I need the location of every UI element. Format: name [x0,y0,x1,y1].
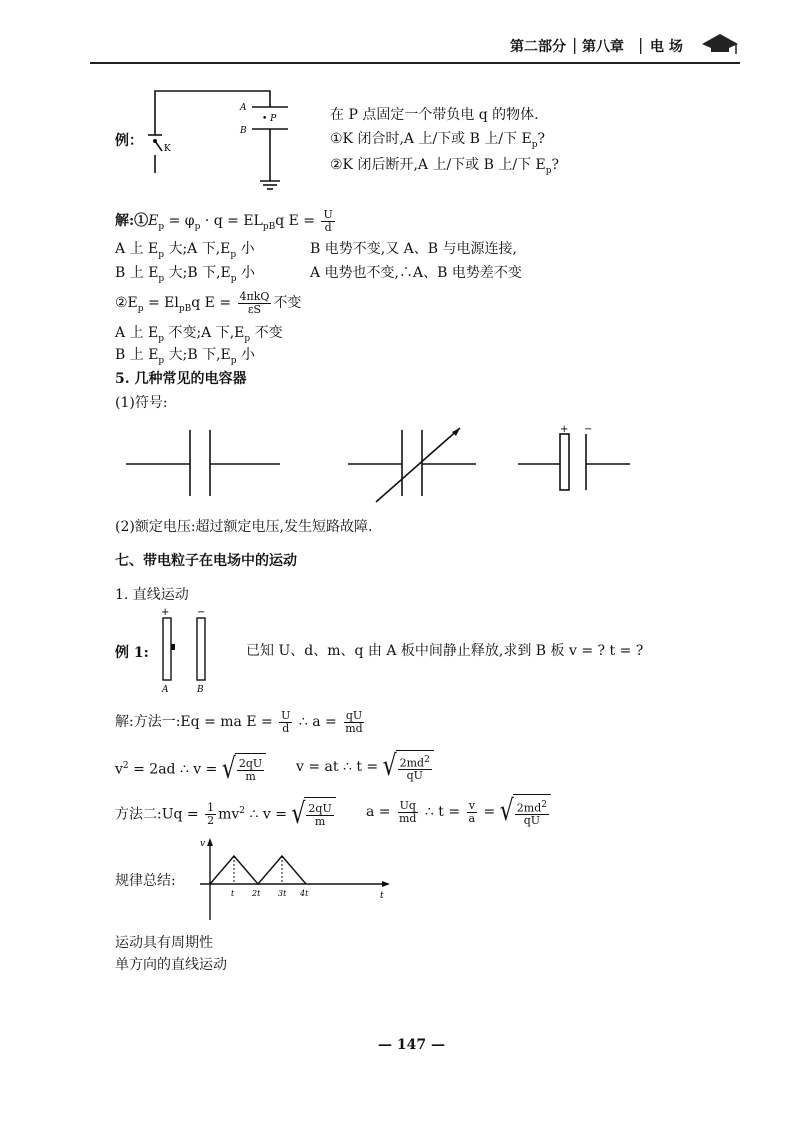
velocity-time-graph [196,834,396,924]
graduation-cap-icon [700,30,740,56]
solution1-b-note: B 电势不变,又 A、B 与电源连接, [310,241,517,257]
plate-minus: − [197,607,206,618]
page-header [0,0,800,70]
graph-x-label: t [380,891,384,901]
header-chapter: 第八章 [582,39,624,55]
v-at-line: v = at ∴ t = √ $\frac{2md^2}{qU}$ [296,750,434,784]
graph-tick-2: 2t [252,889,261,898]
summary-label: 规律总结: [115,873,176,889]
circuit-statement: 在 P 点固定一个带负电 q 的物体. [330,107,539,123]
section7-heading: 七、带电粒子在电场中的运动 [115,553,297,569]
circuit-question-1: ①K 闭合时,A 上/下或 B 上/下 $E_p$? [330,131,546,150]
method2-a-line: a = $\frac{Uq}{md}$ ∴ t = $\frac{v}{a}$ = √ $\frac{2md^2}{qU}$ [366,794,551,830]
switch-k-label: K [164,144,171,154]
plates-diagram [155,606,215,696]
header-separator: | [572,35,578,54]
solution1-line1: 解$:①E_p = \varphi_p \cdot q = EL_{pB}q$ E = $\frac{U}{d}$ [115,207,333,234]
solution1-line2: $②E_p = El_{pB}q$ E = $\frac{\text{4πkQ}}{\varepsilon S}$ 不变 [115,289,302,316]
conclusion-line-1: 运动具有周期性 [115,935,213,951]
capacitors-heading: 5. 几种常见的电容器 [115,371,247,387]
header-part: 第二部分 [510,39,566,55]
example-label: 例： [115,133,143,149]
circuit-question-2: ②K 闭后断开,A 上/下或 B 上/下 $E_p$? [330,157,560,176]
plate-a: A [162,685,169,695]
solution1-a-up2: A 上 $E_p$ 不变;A 下$,E_p$ 不变 [115,325,283,344]
symbol-label: (1)符号: [115,395,168,411]
solution1-b-up: B 上 $E_p$ 大;B 下$,E_p$ 小 [115,265,255,284]
section7-sub1: 1. 直线运动 [115,587,189,603]
header-rule [90,62,740,64]
plate-plus: + [161,607,170,618]
electrolytic-minus: − [584,424,593,435]
example1-question: 已知 U、d、m、q 由 A 板中间静止释放,求到 B 板 v = ? t = ? [246,643,644,659]
graph-y-label: v [200,839,206,849]
capacitor-symbols [120,420,680,510]
rated-voltage: (2)额定电压:超过额定电压,发生短路故障. [115,519,373,535]
method2-line: 方法二:Uq = $\frac{1}{2}$ $mv^2$ ∴ v = √ $\frac{2qU}{m}$ [115,794,336,833]
graph-tick-4: 4t [300,889,309,898]
plate-a-label: A [240,103,247,113]
plate-b-label: B [240,126,247,136]
v-squared-line: $v^2 = 2ad$ ∴ v = √ $\frac{2qU}{m}$ [115,750,266,787]
solution1-a-up: A 上 $E_p$ 大;A 下$,E_p$ 小 [115,241,255,260]
solution1-a-note: A 电势也不变,∴A、B 电势差不变 [310,265,522,281]
example1-label: 例 1: [115,645,149,661]
plate-b: B [197,685,204,695]
page-number: — 147 — [378,1037,445,1053]
graph-tick-3: 3t [278,889,287,898]
point-p-label: • P [262,114,277,124]
method1-line: 解:方法一:Eq = ma E = $\frac{U}{d}$ ∴ a = $\frac{qU}{md}$ [115,708,363,735]
solution1-b-up2: B 上 $E_p$ 大;B 下$,E_p$ 小 [115,347,255,366]
header-title: 电 场 [650,39,683,55]
graph-tick-1: t [231,889,235,898]
electrolytic-plus: + [560,424,569,435]
header-separator-2: | [638,35,644,54]
conclusion-line-2: 单方向的直线运动 [115,957,227,973]
